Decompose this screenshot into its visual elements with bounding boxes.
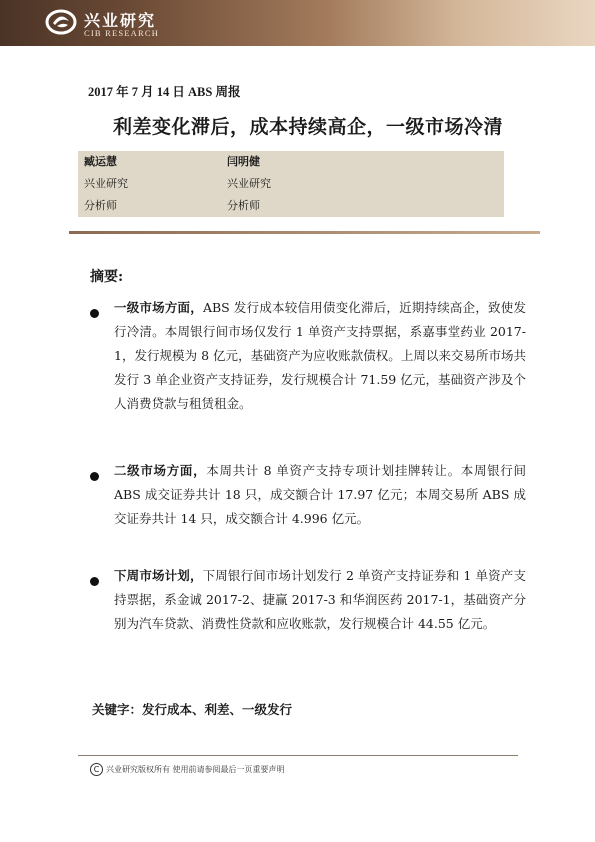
copyright-icon: C xyxy=(90,763,103,776)
analyst-name: 闫明健 xyxy=(227,155,260,168)
report-title: 利差变化滞后，成本持续高企，一级市场冷清 xyxy=(113,116,504,138)
header-banner xyxy=(0,0,595,46)
analyst-card xyxy=(84,151,128,217)
brand-name-en: CIB RESEARCH xyxy=(84,28,160,38)
bullet-icon xyxy=(90,472,99,481)
point-text: 下周银行间市场计划发行 2 单资产支持证券和 1 单资产支持票据，系金诚 2017-2、捷赢 2017-3 和华润医药 2017-1，基础资产分别为汽车贷款、消费性贷款和应收账款，发行规模合计 44.55 亿元。 xyxy=(114,568,526,631)
brand-name-cn: 兴业研究 xyxy=(84,11,157,30)
bullet-icon xyxy=(90,577,99,586)
cib-logo-icon xyxy=(45,8,77,36)
analyst-card xyxy=(227,151,271,217)
footer-disclaimer: 兴业研究版权所有 使用前请参阅最后一页重要声明 xyxy=(106,765,285,774)
report-date: 2017 年 7 月 14 日 ABS 周报 xyxy=(88,85,241,99)
summary-point-next-week xyxy=(114,564,526,636)
analyst-box xyxy=(78,151,504,217)
summary-point-primary-market xyxy=(114,296,526,416)
analyst-role: 分析师 xyxy=(227,199,260,212)
footer-divider xyxy=(78,755,518,756)
summary-heading: 摘要: xyxy=(90,269,124,285)
point-lead: 下周市场计划， xyxy=(114,568,203,583)
analyst-name: 臧运慧 xyxy=(84,155,117,168)
section-divider xyxy=(69,231,540,234)
bullet-icon xyxy=(90,309,99,318)
point-text: ABS 发行成本较信用债变化滞后，近期持续高企，致使发行冷清。本周银行间市场仅发行 1 单资产支持票据，系嘉事堂药业 2017-1，发行规模为 8 亿元，基础资产为应收账款债权。上周以来交易所市场共发行 3 单企业资产支持证券，发行规模合计 71.59 亿元，基础资产涉及个人消费贷款与租赁租金。 xyxy=(114,300,526,411)
point-lead: 一级市场方面， xyxy=(114,300,203,315)
point-lead: 二级市场方面， xyxy=(114,463,207,478)
point-text: 本周共计 8 单资产支持专项计划挂牌转让。本周银行间 ABS 成交证券共计 18 只，成交额合计 17.97 亿元；本周交易所 ABS 成交证券共计 14 只，成交额合计 4.996 亿元。 xyxy=(114,463,526,526)
analyst-org: 兴业研究 xyxy=(84,177,128,190)
keywords: 关键字：发行成本、利差、一级发行 xyxy=(92,702,293,717)
analyst-org: 兴业研究 xyxy=(227,177,271,190)
summary-point-secondary-market xyxy=(114,459,526,531)
analyst-role: 分析师 xyxy=(84,199,117,212)
